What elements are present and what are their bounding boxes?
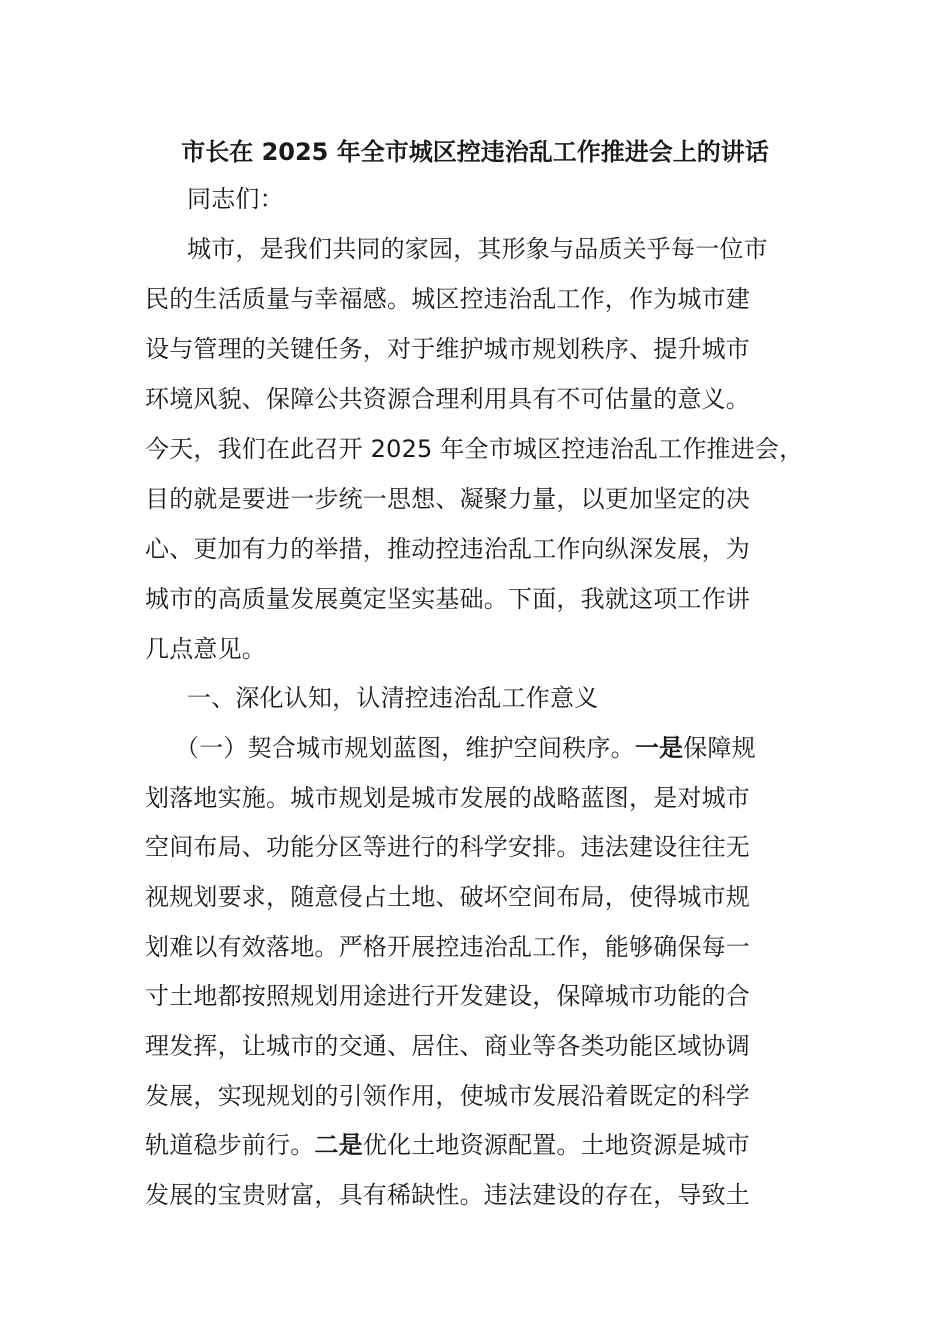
- paragraph-line: 今天，我们在此召开 2025 年全市城区控违治乱工作推进会，: [145, 435, 804, 463]
- paragraph-line: 理发挥，让城市的交通、居住、商业等各类功能区域协调: [145, 1032, 750, 1060]
- line-text: 轨道稳步前行。: [145, 1131, 315, 1159]
- paragraph-line: 发展的宝贵财富，具有稀缺性。违法建设的存在，导致土: [145, 1181, 750, 1209]
- subsection-heading-line: [175, 730, 756, 766]
- bold-marker: 一是: [634, 734, 684, 762]
- paragraph-line-with-marker: [145, 1127, 750, 1163]
- line-continuation: 优化土地资源配置。土地资源是城市: [362, 1131, 751, 1159]
- salutation: 同志们：: [187, 185, 284, 213]
- paragraph-line: 设与管理的关键任务，对于维护城市规划秩序、提升城市: [145, 335, 750, 363]
- paragraph-line: 目的就是要进一步统一思想、凝聚力量，以更加坚定的决: [145, 485, 750, 513]
- paragraph-line: 视规划要求，随意侵占土地、破坏空间布局，使得城市规: [145, 883, 750, 911]
- paragraph-line: 城市的高质量发展奠定坚实基础。下面，我就这项工作讲: [145, 585, 750, 613]
- paragraph-line: 环境风貌、保障公共资源合理利用具有不可估量的意义。: [145, 385, 750, 413]
- paragraph-line: 划难以有效落地。严格开展控违治乱工作，能够确保每一: [145, 933, 750, 961]
- bold-marker: 二是: [314, 1131, 363, 1159]
- paragraph-line: 城市，是我们共同的家园，其形象与品质关乎每一位市: [187, 235, 768, 263]
- document-title: 市长在 2025 年全市城区控违治乱工作推进会上的讲话: [181, 138, 769, 166]
- paragraph-line: 几点意见。: [145, 635, 266, 663]
- section-heading: 一、深化认知，认清控违治乱工作意义: [187, 684, 599, 712]
- paragraph-line: 发展，实现规划的引领作用，使城市发展沿着既定的科学: [145, 1082, 750, 1110]
- line-continuation: 保障规: [683, 734, 756, 762]
- paragraph-line: 心、更加有力的举措，推动控违治乱工作向纵深发展，为: [145, 535, 750, 563]
- subsection-heading: （一）契合城市规划蓝图，维护空间秩序。: [175, 734, 635, 762]
- paragraph-line: 空间布局、功能分区等进行的科学安排。违法建设往往无: [145, 833, 750, 861]
- paragraph-line: 民的生活质量与幸福感。城区控违治乱工作，作为城市建: [145, 285, 750, 313]
- paragraph-line: 划落地实施。城市规划是城市发展的战略蓝图，是对城市: [145, 784, 750, 812]
- paragraph-line: 寸土地都按照规划用途进行开发建设，保障城市功能的合: [145, 982, 750, 1010]
